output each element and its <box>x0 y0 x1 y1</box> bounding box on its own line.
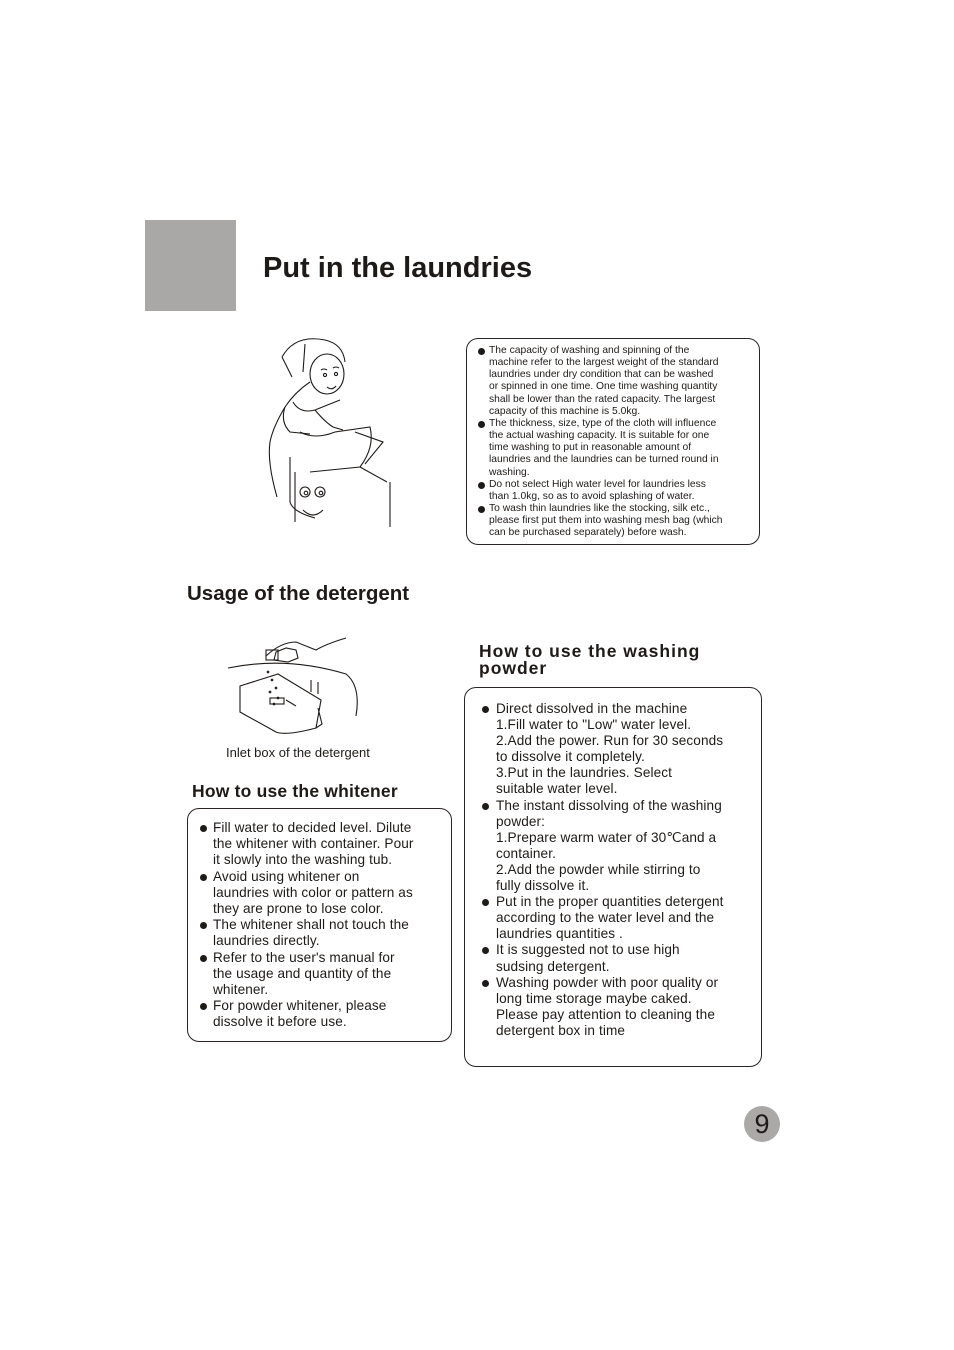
powder-line: The instant dissolving of the washing <box>496 797 722 813</box>
powder-line: detergent box in time <box>496 1022 626 1038</box>
whitener-section-title: How to use the whitener <box>192 781 398 801</box>
whitener-instructions-box <box>187 808 452 1042</box>
detergent-box-caption: Inlet box of the detergent <box>226 745 370 760</box>
powder-line: Put in the proper quantities detergent <box>496 894 724 910</box>
powder-line: according to the water level and the <box>496 910 715 926</box>
whitener-line: Refer to the user's manual for <box>213 949 395 965</box>
note-line: the actual washing capacity. It is suitable for one <box>489 430 710 442</box>
powder-line: to dissolve it completely. <box>496 749 645 765</box>
whitener-line: dissolve it before use. <box>213 1014 347 1030</box>
whitener-line: Fill water to decided level. Dilute <box>213 820 412 835</box>
whitener-line: the usage and quantity of the <box>213 965 392 981</box>
note-line: washing. <box>489 466 530 478</box>
woman-loading-laundry-illustration <box>255 332 395 528</box>
powder-line: Washing powder with poor quality or <box>496 974 719 990</box>
note-line: than 1.0kg, so as to avoid splashing of water. <box>489 490 695 502</box>
powder-list <box>481 701 761 1039</box>
note-line: machine refer to the largest weight of the standard <box>489 357 719 369</box>
detergent-inlet-box-illustration <box>226 636 366 736</box>
powder-line: 2.Add the powder while stirring to <box>496 861 701 877</box>
whitener-item-5 <box>199 998 449 1030</box>
detergent-section-title: Usage of the detergent <box>187 582 410 605</box>
powder-line: suitable water level. <box>496 781 618 797</box>
note-line: or spinned in one time. One time washing quantity <box>489 381 718 393</box>
note-line: capacity of this machine is 5.0kg. <box>489 405 641 417</box>
whitener-item-3 <box>199 917 449 949</box>
whitener-item-1 <box>199 820 449 869</box>
whitener-list <box>199 820 449 1031</box>
whitener-line: Avoid using whitener on <box>213 868 360 884</box>
powder-line: sudsing detergent. <box>496 958 610 974</box>
powder-item-1 <box>481 701 761 798</box>
capacity-note-3 <box>477 479 759 503</box>
page-title: Put in the laundries <box>263 252 533 284</box>
note-line: please first put them into washing mesh bag (which <box>489 515 723 527</box>
powder-item-3 <box>481 894 761 942</box>
whitener-item-2 <box>199 869 449 918</box>
powder-line: Please pay attention to cleaning the <box>496 1006 715 1022</box>
powder-line: powder: <box>496 813 546 829</box>
note-line: can be purchased separately) before wash. <box>489 527 687 539</box>
whitener-item-4 <box>199 950 449 999</box>
powder-line: It is suggested not to use high <box>496 942 680 958</box>
note-line: To wash thin laundries like the stocking, silk etc., <box>489 503 710 515</box>
powder-line: 3.Put in the laundries. Select <box>496 765 673 781</box>
whitener-line: The whitener shall not touch the <box>213 917 409 933</box>
page-number-badge: 9 <box>744 1106 780 1142</box>
powder-item-5 <box>481 975 761 1039</box>
powder-item-4 <box>481 942 761 974</box>
note-line: laundries and the laundries can be turned round in <box>489 454 719 466</box>
powder-line: 2.Add the power. Run for 30 seconds <box>496 733 724 749</box>
whitener-line: laundries with color or pattern as <box>213 884 413 900</box>
whitener-line: laundries directly. <box>213 933 320 949</box>
note-line: The thickness, size, type of the cloth will influence <box>489 417 717 429</box>
note-line: laundries under dry condition that can be washed <box>489 369 714 381</box>
powder-line: container. <box>496 845 556 861</box>
note-line: shall be lower than the rated capacity. The largest <box>489 393 716 405</box>
powder-line: laundries quantities . <box>496 926 623 942</box>
note-line: time washing to put in reasonable amount of <box>489 442 692 454</box>
whitener-line: it slowly into the washing tub. <box>213 852 393 868</box>
whitener-line: whitener. <box>213 982 269 998</box>
powder-line: 1.Prepare warm water of 30℃and a <box>496 829 717 845</box>
powder-line: fully dissolve it. <box>496 878 590 894</box>
capacity-notes-box <box>466 338 760 545</box>
capacity-note-1 <box>477 345 759 418</box>
whitener-line: the whitener with container. Pour <box>213 836 414 852</box>
section-marker-block <box>145 220 236 311</box>
whitener-line: For powder whitener, please <box>213 998 387 1014</box>
capacity-note-4 <box>477 503 759 539</box>
powder-line: 1.Fill water to "Low" water level. <box>496 717 692 733</box>
powder-instructions-box <box>464 687 762 1067</box>
note-line: The capacity of washing and spinning of the <box>489 345 690 356</box>
note-line: Do not select High water level for laundries less <box>489 478 706 490</box>
capacity-notes-list <box>477 345 759 540</box>
powder-line: long time storage maybe caked. <box>496 990 692 1006</box>
powder-section-title: How to use the washing powder <box>479 641 701 678</box>
powder-line: Direct dissolved in the machine <box>496 701 688 716</box>
powder-item-2 <box>481 798 761 895</box>
whitener-line: they are prone to lose color. <box>213 901 384 917</box>
capacity-note-2 <box>477 418 759 479</box>
